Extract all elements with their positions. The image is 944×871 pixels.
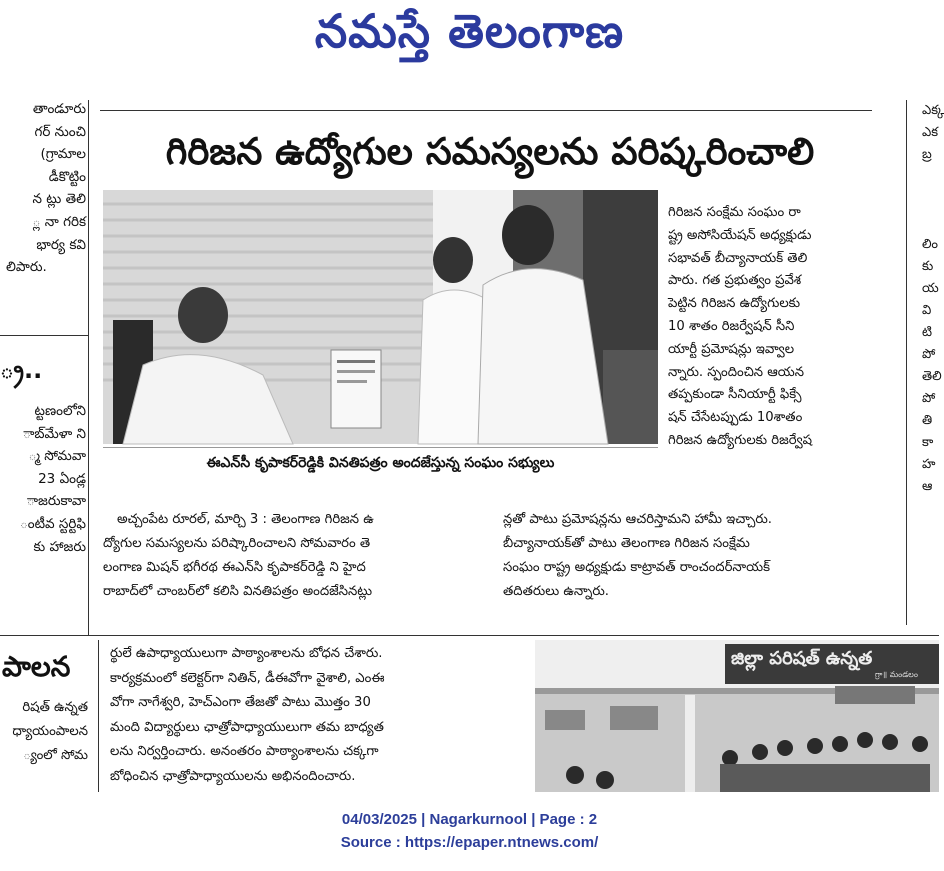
footer-source[interactable]: Source : https://epaper.ntnews.com/ <box>340 834 599 851</box>
text-line: అచ్చంపేట రూరల్, మార్చి 3 : తెలంగాణ గిరిజన ఉ <box>117 512 374 527</box>
text-line: వోగా నాగేశ్వరి, హెచ్‌ఎంగా తేజతో పాటు మొత్తం 30 <box>110 695 371 710</box>
text-line: టి <box>922 325 933 340</box>
section-rule <box>0 635 939 636</box>
text-line: ్ల నా గరిక <box>32 213 86 230</box>
text-line: ట్టణంలోని <box>34 403 86 419</box>
text-line: భార్య కవి <box>36 236 86 253</box>
text-line: ాజరుకావా <box>26 493 86 510</box>
text-line: తెలి <box>922 369 942 384</box>
column-rule <box>906 100 907 625</box>
bottom-middle-column <box>110 642 522 792</box>
article-body-left <box>103 508 495 604</box>
photo-caption: ఈఎన్‌సీ కృపాకర్‌రెడ్డికి వినతిపత్రం అందజేస్తున్న సంఘం సభ్యులు <box>206 455 555 471</box>
article-body-right <box>503 508 905 604</box>
text-line: పారు. గత ప్రభుత్వం ప్రవేశ <box>668 273 802 289</box>
headline-top-rule <box>100 110 872 111</box>
text-line: 10 శాతం రిజర్వేషన్ సీని <box>668 318 795 334</box>
text-line: పో <box>922 391 936 406</box>
text-line: ద్యోగుల సమస్యలను పరిష్కారించాలని సోమవారం తె <box>103 536 371 551</box>
news-photo <box>103 190 658 444</box>
bottom-left-column <box>0 696 88 768</box>
text-line: న్లతో పాటు ప్రమోషన్లను ఆచరిస్తామని హామీ ఇచ్చారు. <box>503 512 772 527</box>
left-column-mid <box>0 400 86 558</box>
column-rule <box>88 100 89 635</box>
text-line: న ట్లు తెలి <box>32 191 86 208</box>
text-line: తాండూరు <box>32 101 86 117</box>
text-line: పో <box>922 347 936 362</box>
school-photo <box>535 640 939 792</box>
text-line: ఎక <box>922 125 939 140</box>
far-right-column <box>922 100 944 498</box>
left-section-mark: ్ర.. <box>0 356 43 384</box>
text-line: షన్ చేసేటప్పుడు 10శాతం <box>668 410 803 426</box>
text-line: గిరిజన ఉద్యోగులకు రిజర్వేష <box>668 432 813 448</box>
text-line: ఎక్క <box>922 103 944 118</box>
text-line: రాబాద్‌లో చాంబర్‌లో కలిసి వినతిపత్రం అందజేసినట్లు <box>103 584 373 599</box>
section-heading: పాలన <box>2 650 71 683</box>
text-line: లిం <box>922 237 939 252</box>
headline: గిరిజన ఉద్యోగుల సమస్యలను పరిష్కరించాలి <box>165 130 815 173</box>
text-line: వి <box>922 303 932 318</box>
text-line: బ్ర <box>922 147 932 162</box>
photo-illustration <box>103 190 658 444</box>
text-line: (గ్రామాల <box>40 146 86 163</box>
text-line: ష్ట్ర అసోసియేషన్ అధ్యక్షుడు <box>668 227 812 243</box>
text-line: కా <box>922 435 934 450</box>
section-rule <box>0 335 88 336</box>
school-sign-text: జిల్లా పరిషత్ ఉన్నత <box>731 648 873 669</box>
text-line: ాబ్‌మేళా ని <box>23 425 86 442</box>
masthead: నమస్తే తెలంగాణ <box>314 4 625 58</box>
text-line: డీకొట్టిం <box>48 168 86 185</box>
left-column-top <box>0 98 86 279</box>
text-line: యార్టీ ప్రమోషన్లు ఇవ్వాల <box>668 341 795 357</box>
text-line: ఆ <box>922 479 933 494</box>
text-line: ్మ సోమవా <box>28 448 86 465</box>
school-sign-subtext: గ్రా॥ మండలం <box>875 670 918 679</box>
text-line: రిషత్ ఉన్నత <box>22 700 88 715</box>
text-line: ్యంలో సోమ <box>23 748 88 763</box>
text-line: తి <box>922 413 933 428</box>
text-line: పెట్టిన గిరిజన ఉద్యోగులకు <box>668 296 801 312</box>
text-line: య <box>922 281 939 296</box>
footer-date-edition: 04/03/2025 | Nagarkurnool | Page : 2 <box>341 811 598 828</box>
text-line: లంగాణ మిషన్ భగీరథ ఈఎన్‌సి కృపాకర్‌రెడ్డి ని హైద <box>103 560 366 575</box>
text-line: ర్థులే ఉపాధ్యాయులుగా పాఠ్యాంశాలను బోధన చేశారు. <box>110 646 383 661</box>
text-line: కార్యక్రమంలో కలెక్టర్‌గా నితిన్, డీఈవోగా వైశాలి, ఎంఈ <box>110 670 385 686</box>
text-line: లిపారు. <box>6 259 47 276</box>
text-line: కు <box>922 259 934 274</box>
text-line: మంది విద్యార్థులు ఛాత్రోపాధ్యాయులుగా తమ బాధ్యత <box>110 719 384 735</box>
text-line: ధ్యాయంపాలన <box>12 724 88 739</box>
text-line: బీచ్యానాయక్‌తో పాటు తెలంగాణ గిరిజన సంక్షేమ <box>503 536 750 551</box>
text-line: కు హాజరు <box>33 538 86 555</box>
text-line: తదితరులు ఉన్నారు. <box>503 584 609 599</box>
text-line: ంటీవ స్టర్టిఫి <box>19 515 86 532</box>
text-line: బోధించిన ఛాత్రోపాధ్యాయులను అభినందించారు. <box>110 768 356 784</box>
text-line: హ <box>922 457 936 472</box>
text-line: లను నిర్వర్తించారు. అనంతరం పాఠ్యాంశాలను చక్కగా <box>110 744 379 759</box>
text-line: గర్ నుంచి <box>34 123 86 140</box>
text-line: న్నారు. స్పందించిన ఆయన <box>668 364 804 380</box>
column-rule <box>98 640 99 792</box>
text-line: సంఘం రాష్ట్ర అధ్యక్షుడు కాట్రావత్ రాంచందర్‌నాయక్ <box>503 560 770 575</box>
caption-rule <box>103 447 658 448</box>
text-line: 23 ఏండ్ల <box>38 470 86 487</box>
article-right-column <box>668 202 904 453</box>
text-line: తప్పకుండా సీనియార్టీ ఫిక్సే <box>668 387 802 403</box>
text-line: సభావత్ బీచ్యానాయక్ తెలి <box>668 250 808 266</box>
text-line: గిరిజన సంక్షేమ సంఘం రా <box>668 205 801 220</box>
